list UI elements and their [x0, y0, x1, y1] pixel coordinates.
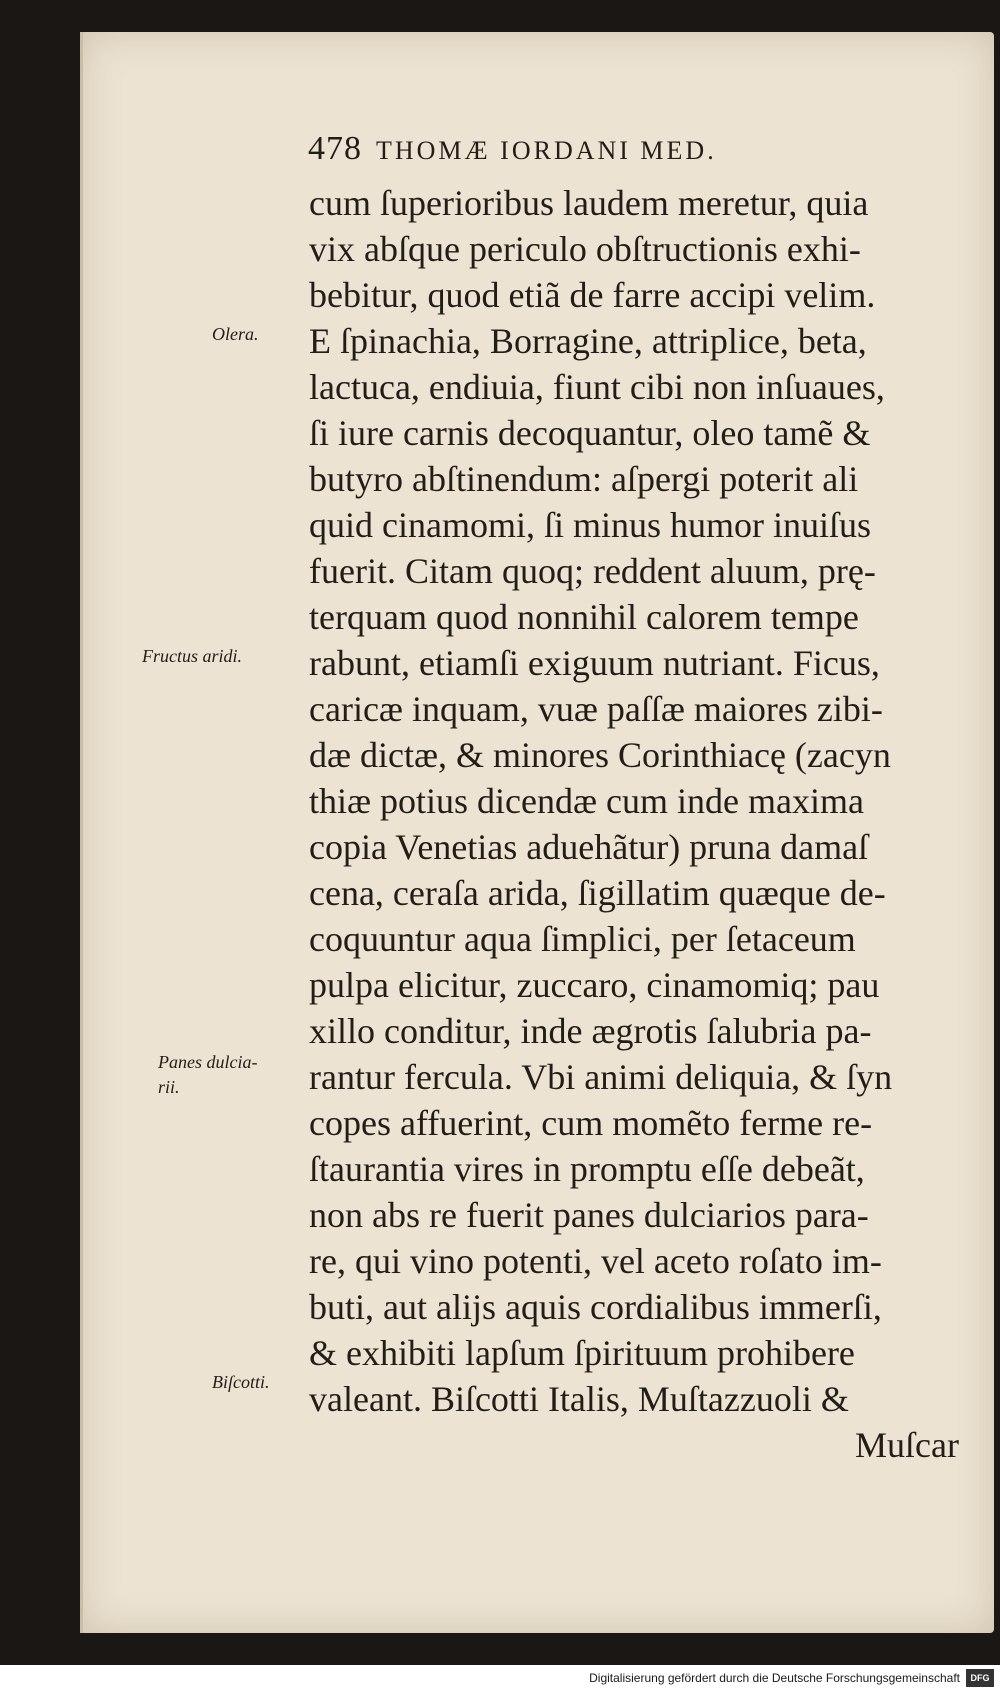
- text-line: ſtaurantia vires in promptu eſſe debeãt,: [309, 1149, 865, 1189]
- text-line: butyro abſtinendum: aſpergi poterit ali: [309, 459, 859, 499]
- text-line: xillo conditur, inde ægrotis ſalubria pa-: [309, 1011, 872, 1051]
- body-text: [309, 180, 959, 1468]
- text-line: cena, ceraſa arida, ſigillatim quæque de-: [309, 873, 886, 913]
- text-line: copia Venetias aduehãtur) pruna damaſ: [309, 827, 869, 867]
- text-line: vix abſque periculo obſtructionis exhi-: [309, 229, 861, 269]
- text-line: E ſpinachia, Borragine, attriplice, beta,: [309, 321, 867, 361]
- page-edge: [80, 32, 83, 1633]
- text-line: lactuca, endiuia, fiunt cibi non inſuaues,: [309, 367, 885, 407]
- running-head: [308, 130, 928, 182]
- text-line: terquam quod nonnihil calorem tempe: [309, 597, 859, 637]
- catchword: Muſcar: [855, 1425, 959, 1465]
- text-line: thiæ potius dicendæ cum inde maxima: [309, 781, 864, 821]
- marginal-note-fructus: Fructus aridi.: [142, 646, 243, 666]
- marginal-note-panes-line2: rii.: [158, 1077, 180, 1097]
- text-line: re, qui vino potenti, vel aceto roſato im-: [309, 1241, 882, 1281]
- text-line: rantur fercula. Vbi animi deliquia, & ſyn: [309, 1057, 893, 1097]
- text-line: quid cinamomi, ſi minus humor inuiſus: [309, 505, 871, 545]
- dfg-logo: DFG: [966, 1669, 994, 1687]
- text-line: non abs re fuerit panes dulciarios para-: [309, 1195, 869, 1235]
- footer-bar: [0, 1665, 1000, 1693]
- footer-credit: Digitalisierung gefördert durch die Deutsche Forschungsgemeinschaft: [589, 1671, 960, 1685]
- marginal-note-biscotti: Biſcotti.: [212, 1372, 270, 1392]
- text-line: copes affuerint, cum momẽto ferme re-: [309, 1103, 873, 1143]
- text-line: rabunt, etiamſi exiguum nutriant. Ficus,: [309, 643, 880, 683]
- text-line: coquuntur aqua ſimplici, per ſetaceum: [309, 919, 856, 959]
- text-line: fuerit. Citam quoq; reddent aluum, prę-: [309, 551, 876, 591]
- text-line: ſi iure carnis decoquantur, oleo tamẽ &: [309, 413, 871, 453]
- page-number: 478: [308, 130, 362, 167]
- text-line: dæ dictæ, & minores Corinthiacę (zacyn: [309, 735, 891, 775]
- text-line: cum ſuperioribus laudem meretur, quia: [309, 183, 869, 223]
- text-line: caricæ inquam, vuæ paſſæ maiores zibi-: [309, 689, 883, 729]
- running-head-title: THOMÆ IORDANI MED.: [376, 136, 717, 165]
- text-line: pulpa elicitur, zuccaro, cinamomiq; pau: [309, 965, 880, 1005]
- text-line: buti, aut alijs aquis cordialibus immerſi,: [309, 1287, 882, 1327]
- text-line: bebitur, quod etiã de farre accipi velim.: [309, 275, 876, 315]
- text-line: & exhibiti lapſum ſpirituum prohibere: [309, 1333, 855, 1373]
- text-line: valeant. Biſcotti Italis, Muſtazzuoli &: [309, 1379, 849, 1419]
- marginal-note-panes-line1: Panes dulcia-: [158, 1052, 258, 1072]
- marginal-note-olera: Olera.: [212, 324, 259, 344]
